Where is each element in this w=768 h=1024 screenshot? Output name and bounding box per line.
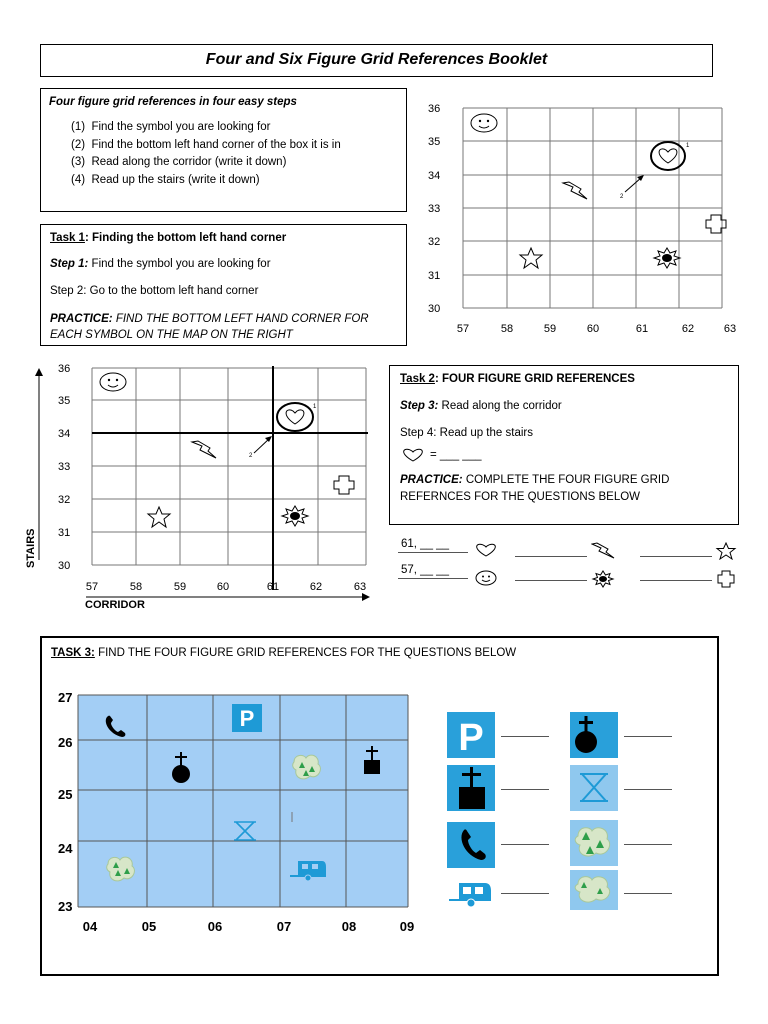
question-tile-woodland bbox=[570, 820, 618, 866]
corridor-label: CORRIDOR bbox=[85, 599, 145, 611]
task3-title: FIND THE FOUR FIGURE GRID REFERENCES FOR THE QUESTIONS BELOW bbox=[94, 647, 517, 659]
step-text: Find the bottom left hand corner of the box it is in bbox=[91, 138, 341, 151]
step-text: Read along the corridor (write it down) bbox=[91, 156, 287, 168]
x-tick: 63 bbox=[723, 323, 737, 335]
y-tick: 31 bbox=[428, 270, 441, 282]
large-grid-lines bbox=[92, 368, 366, 565]
sun-icon bbox=[282, 506, 308, 526]
heart-icon bbox=[474, 543, 498, 557]
x-tick: 04 bbox=[82, 919, 98, 934]
answer-line[interactable] bbox=[624, 736, 672, 737]
large-x-ticks bbox=[86, 581, 366, 593]
steps-heading: Four figure grid references in four easy steps bbox=[49, 96, 297, 108]
x-tick: 58 bbox=[129, 581, 143, 593]
arrow-label-1: 1 bbox=[686, 143, 690, 149]
sun-icon bbox=[591, 569, 615, 589]
church-tower-icon bbox=[447, 765, 495, 811]
phone-icon bbox=[447, 822, 495, 868]
parking-letter: P bbox=[239, 706, 255, 731]
small-grid-map bbox=[420, 98, 750, 338]
answer-line[interactable] bbox=[515, 580, 587, 581]
step-item bbox=[71, 119, 398, 137]
y-tick: 27 bbox=[58, 690, 73, 705]
booklet-title: Four and Six Figure Grid References Booklet bbox=[205, 51, 548, 68]
step-text: Find the symbol you are looking for bbox=[91, 121, 271, 133]
x-tick: 60 bbox=[216, 581, 230, 593]
y-tick: 34 bbox=[58, 428, 71, 440]
practice-text: FIND THE BOTTOM LEFT HAND CORNER FOR EACH SYMBOL ON THE MAP ON THE RIGHT bbox=[50, 313, 369, 341]
arrow-label-1: 1 bbox=[313, 404, 317, 410]
task3-map bbox=[52, 684, 422, 940]
caravan-icon bbox=[447, 877, 495, 911]
question-tile-phone bbox=[447, 822, 495, 868]
question-tile-caravan bbox=[447, 877, 495, 911]
answer-line[interactable] bbox=[501, 789, 549, 790]
woodland-icon bbox=[570, 820, 618, 866]
heart-icon bbox=[277, 403, 313, 431]
x-tick: 62 bbox=[681, 323, 695, 335]
step-num: (1) bbox=[71, 121, 86, 133]
task1-heading bbox=[50, 231, 397, 245]
x-tick: 62 bbox=[309, 581, 323, 593]
task3-y-ticks bbox=[58, 690, 73, 914]
answer-line[interactable] bbox=[501, 844, 549, 845]
task1-step1 bbox=[50, 257, 397, 271]
x-tick: 63 bbox=[353, 581, 367, 593]
answer-prefix-row1: 61, __ __ bbox=[401, 538, 449, 550]
y-tick: 23 bbox=[58, 899, 73, 914]
task3-x-ticks bbox=[83, 919, 414, 934]
lightning-icon bbox=[563, 182, 587, 199]
question-tile-picnic bbox=[570, 765, 618, 811]
arrow-icon bbox=[254, 436, 272, 453]
x-tick: 06 bbox=[207, 919, 223, 934]
cross-icon bbox=[706, 215, 726, 233]
answer-line[interactable] bbox=[640, 556, 712, 557]
task1-title: : Finding the bottom left hand corner bbox=[84, 232, 287, 244]
woodland-icon bbox=[293, 755, 321, 779]
answer-line[interactable] bbox=[624, 893, 672, 894]
y-tick: 34 bbox=[428, 170, 441, 182]
step1-label: Step 1: bbox=[50, 258, 89, 270]
church-spire-icon bbox=[570, 712, 618, 758]
smiley-icon bbox=[471, 114, 497, 132]
booklet-title-box bbox=[40, 44, 713, 77]
x-tick: 07 bbox=[276, 919, 292, 934]
task2-title: : FOUR FIGURE GRID REFERENCES bbox=[434, 373, 635, 385]
smiley-icon bbox=[100, 373, 126, 391]
step-item bbox=[71, 154, 398, 172]
star-icon bbox=[148, 507, 170, 527]
step3-label: Step 3: bbox=[400, 400, 439, 412]
parking-icon bbox=[232, 704, 262, 732]
large-grid-map bbox=[22, 360, 377, 615]
y-tick: 24 bbox=[58, 841, 73, 856]
answer-line[interactable] bbox=[624, 789, 672, 790]
task2-heading bbox=[400, 372, 728, 386]
y-tick: 26 bbox=[58, 735, 73, 750]
heart-icon bbox=[400, 448, 426, 462]
task2-step4: Step 4: Read up the stairs bbox=[400, 427, 533, 439]
small-y-ticks bbox=[428, 103, 440, 315]
cross-icon bbox=[334, 476, 354, 494]
lightning-icon bbox=[591, 542, 617, 560]
heart-answer: = ___ ___ bbox=[430, 449, 482, 461]
y-tick: 33 bbox=[428, 203, 441, 215]
x-tick: 57 bbox=[85, 581, 99, 593]
y-tick: 30 bbox=[58, 560, 71, 572]
task3-label: TASK 3: bbox=[51, 647, 95, 659]
lightning-icon bbox=[192, 441, 216, 458]
woodland-icon bbox=[107, 857, 135, 881]
steps-box bbox=[40, 88, 407, 212]
practice-label: PRACTICE: bbox=[400, 474, 463, 486]
large-y-ticks bbox=[58, 363, 70, 572]
x-tick: 08 bbox=[341, 919, 357, 934]
answer-line[interactable] bbox=[501, 893, 549, 894]
y-tick: 32 bbox=[428, 236, 441, 248]
task2-step3 bbox=[400, 399, 728, 413]
practice-text: COMPLETE THE FOUR FIGURE GRID REFERNCES FOR THE QUESTIONS BELOW bbox=[400, 474, 670, 503]
y-tick: 35 bbox=[428, 136, 441, 148]
question-tile-church-spire bbox=[570, 712, 618, 758]
answer-line[interactable] bbox=[398, 578, 468, 579]
smiley-icon bbox=[474, 569, 498, 587]
y-tick: 32 bbox=[58, 494, 71, 506]
x-tick: 61 bbox=[635, 323, 649, 335]
answer-line[interactable] bbox=[515, 556, 587, 557]
star-icon bbox=[520, 248, 542, 268]
x-tick: 61 bbox=[266, 581, 280, 593]
task1-practice bbox=[50, 311, 397, 343]
parking-letter: P bbox=[458, 717, 484, 758]
task1-box bbox=[40, 224, 407, 346]
practice-label: PRACTICE: bbox=[50, 313, 113, 325]
star-icon bbox=[714, 542, 738, 560]
stairs-label: STAIRS bbox=[25, 528, 37, 568]
answer-line[interactable] bbox=[501, 736, 549, 737]
task2-label: Task 2 bbox=[400, 373, 435, 385]
x-tick: 58 bbox=[500, 323, 514, 335]
task2-practice bbox=[400, 472, 728, 506]
y-tick: 31 bbox=[58, 527, 71, 539]
task1-label: Task 1 bbox=[50, 232, 85, 244]
step-num: (3) bbox=[71, 156, 86, 168]
step-text: Read up the stairs (write it down) bbox=[91, 173, 260, 186]
task3-heading bbox=[51, 646, 516, 660]
small-grid-lines bbox=[463, 108, 722, 308]
x-tick: 09 bbox=[399, 919, 415, 934]
parking-icon bbox=[447, 712, 495, 758]
arrow-label-2: 2 bbox=[249, 453, 253, 459]
task1-step2: Step 2: Go to the bottom left hand corner bbox=[50, 285, 259, 297]
y-tick: 30 bbox=[428, 303, 441, 315]
y-tick: 36 bbox=[428, 103, 441, 115]
y-tick: 25 bbox=[58, 787, 73, 802]
woodland-icon bbox=[570, 870, 618, 910]
step3-text: Read along the corridor bbox=[438, 400, 562, 412]
arrow-label-2: 2 bbox=[620, 194, 624, 200]
x-tick: 60 bbox=[586, 323, 600, 335]
step-num: (2) bbox=[71, 138, 86, 151]
step1-text: Find the symbol you are looking for bbox=[88, 258, 271, 270]
sun-icon bbox=[654, 248, 680, 268]
step-item bbox=[71, 172, 398, 190]
x-tick: 57 bbox=[456, 323, 470, 335]
task2-box bbox=[389, 365, 739, 525]
question-tile-woodland-2 bbox=[570, 870, 618, 910]
y-tick: 35 bbox=[58, 395, 71, 407]
x-tick: 05 bbox=[141, 919, 157, 934]
picnic-site-icon bbox=[570, 765, 618, 811]
question-tile-church-tower bbox=[447, 765, 495, 811]
question-tile-parking bbox=[447, 712, 495, 758]
heart-icon bbox=[651, 142, 685, 170]
y-tick: 36 bbox=[58, 363, 71, 375]
answer-line[interactable] bbox=[640, 580, 712, 581]
answer-prefix-row2: 57, __ __ bbox=[401, 564, 449, 576]
y-tick: 33 bbox=[58, 461, 71, 473]
step-num: (4) bbox=[71, 173, 86, 186]
church-tower-icon bbox=[364, 746, 380, 774]
small-x-ticks bbox=[457, 323, 736, 335]
step-item bbox=[71, 137, 398, 155]
x-tick: 59 bbox=[173, 581, 187, 593]
arrow-icon bbox=[625, 175, 644, 192]
x-tick: 59 bbox=[543, 323, 557, 335]
steps-list bbox=[49, 119, 398, 189]
heart-answer-row bbox=[400, 448, 728, 462]
cross-icon bbox=[716, 569, 736, 589]
answer-line[interactable] bbox=[398, 552, 468, 553]
answer-line[interactable] bbox=[624, 844, 672, 845]
